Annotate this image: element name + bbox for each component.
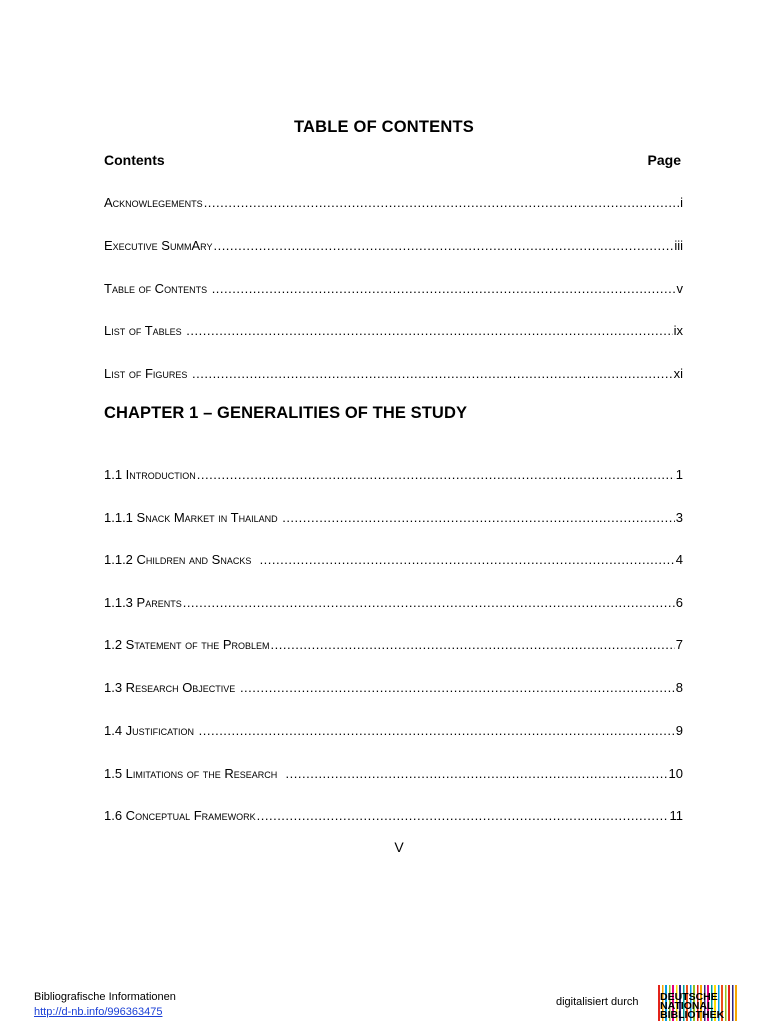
toc-entry-label: 1.5 Limitations of the Research [104,766,285,781]
toc-entry-page: v [676,281,683,296]
dot-leader [183,593,675,613]
dot-leader [199,721,675,741]
toc-entry-label: 1.1 Introduction [104,467,196,482]
toc-entry-page: 4 [675,552,683,567]
dot-leader [240,678,675,698]
toc-entry-page: 10 [668,766,683,781]
logo-line-2: NATIONAL [660,1000,714,1012]
toc-title: TABLE OF CONTENTS [293,118,474,136]
toc-entry-label: Table of Contents [104,281,211,296]
toc-entry [104,764,683,784]
toc-entry [104,364,683,384]
dot-leader [197,465,675,485]
toc-entry [104,550,683,570]
dot-leader [186,321,672,341]
dot-leader [204,193,679,213]
toc-entry-label: Acknowlegements [104,195,203,210]
toc-entry [104,635,683,655]
toc-entry-label: Executive SummAry [104,238,213,253]
toc-entry-label: 1.4 Justification [104,723,198,738]
digitized-by-text: digitalisiert durch [556,996,639,1008]
page-number: V [394,839,404,855]
toc-entry-label: 1.3 Research Objective [104,680,239,695]
toc-entry-label: List of Tables [104,323,186,338]
dot-leader [282,508,675,528]
toc-entry [104,279,683,299]
toc-entry [104,721,683,741]
toc-entry-page: 6 [675,595,683,610]
bib-info-label: Bibliografische Informationen [34,991,176,1003]
toc-entry [104,236,683,256]
toc-entry-label: 1.1.1 Snack Market in Thailand [104,510,282,525]
chapter-heading: CHAPTER 1 – GENERALITIES OF THE STUDY [104,404,468,422]
toc-entry [104,321,683,341]
dot-leader [257,806,669,826]
toc-entry-label: 1.1.2 Children and Snacks [104,552,259,567]
toc-entry-page: xi [673,366,683,381]
toc-entry-page: 1 [675,467,683,482]
toc-entry-page: 7 [675,637,683,652]
page-column-header: Page [647,152,681,168]
logo-line-3: BIBLIOTHEK [660,1009,725,1021]
toc-entry-page: 9 [675,723,683,738]
dot-leader [212,279,676,299]
dnb-logo [658,985,740,1021]
dot-leader [213,236,673,256]
toc-entry-page: 3 [675,510,683,525]
toc-entry-page: 11 [669,808,683,823]
toc-entry [104,193,683,213]
toc-entry [104,678,683,698]
toc-entry-page: 8 [675,680,683,695]
toc-entry-label: 1.2 Statement of the Problem [104,637,270,652]
dot-leader [260,550,675,570]
dot-leader [271,635,675,655]
logo-line-1: DEUTSCHE [660,991,718,1003]
toc-entry-label: 1.6 Conceptual Framework [104,808,256,823]
toc-entry [104,806,683,826]
dot-leader [286,764,668,784]
toc-entry [104,508,683,528]
dot-leader [192,364,673,384]
toc-entry-page: i [680,195,683,210]
bib-info-link[interactable]: http://d-nb.info/996363475 [34,1006,163,1018]
toc-entry [104,465,683,485]
contents-column-header: Contents [104,152,165,168]
toc-entry [104,593,683,613]
toc-entry-label: List of Figures [104,366,192,381]
bibliographic-info [34,990,176,1020]
toc-entry-label: 1.1.3 Parents [104,595,182,610]
toc-entry-page: ix [673,323,683,338]
toc-entry-page: iii [674,238,683,253]
